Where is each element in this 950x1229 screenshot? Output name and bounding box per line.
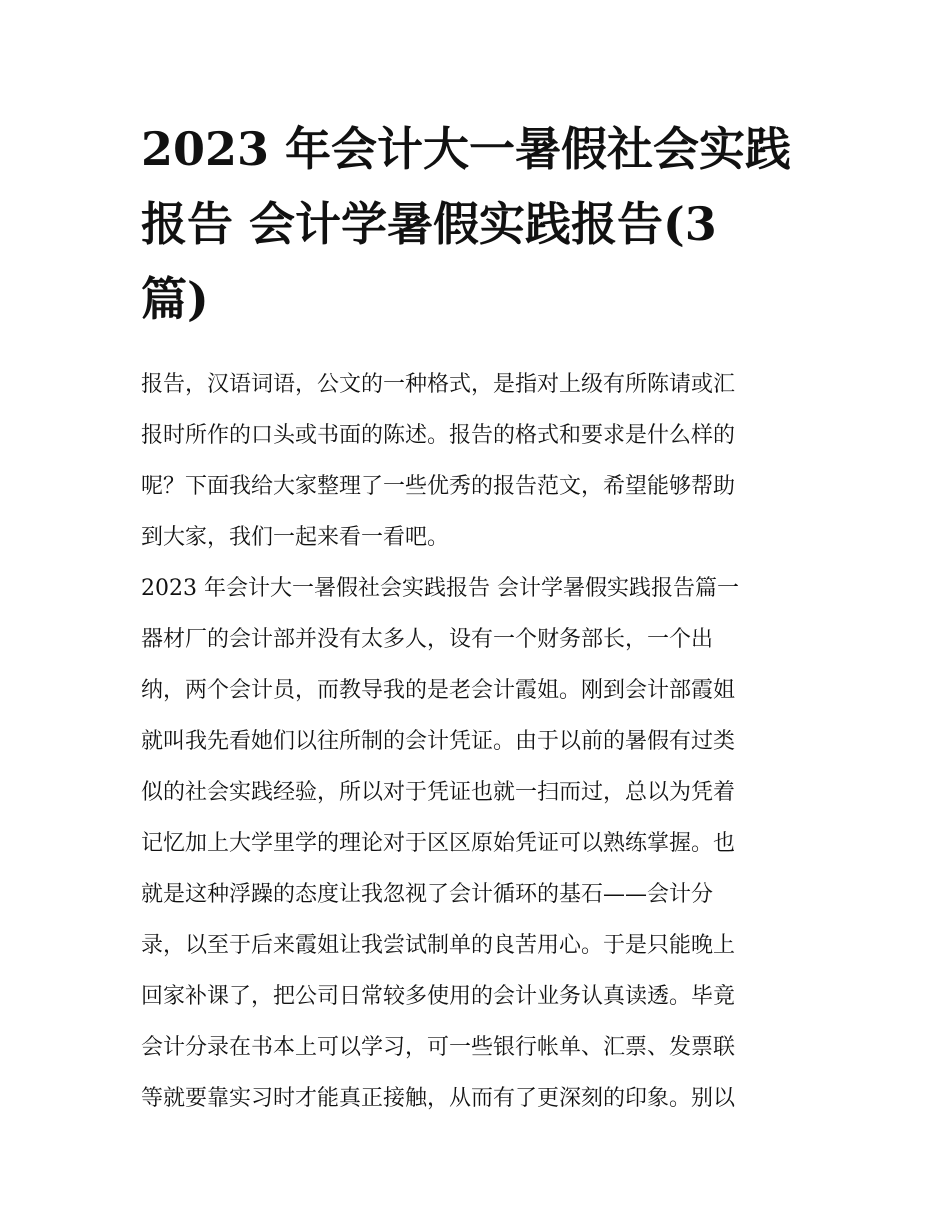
document-title	[141, 112, 811, 337]
text-line: 会计分录在书本上可以学习，可一些银行帐单、汇票、发票联	[141, 1035, 736, 1060]
text-line: 就是这种浮躁的态度让我忽视了会计循环的基石——会计分	[141, 882, 714, 907]
text-line: 呢？下面我给大家整理了一些优秀的报告范文，希望能够帮助	[141, 474, 736, 499]
text-line: 录，以至于后来霞姐让我尝试制单的良苦用心。于是只能晚上	[141, 933, 736, 958]
text-line: 报时所作的口头或书面的陈述。报告的格式和要求是什么样的	[141, 423, 736, 448]
text-line: 2023 年会计大一暑假社会实践报告 会计学暑假实践报告篇一	[141, 576, 739, 601]
text-line: 报告，汉语词语，公文的一种格式，是指对上级有所陈请或汇	[141, 372, 736, 397]
title-line: 2023 年会计大一暑假社会实践	[141, 122, 792, 176]
text-line: 等就要靠实习时才能真正接触，从而有了更深刻的印象。别以	[141, 1086, 736, 1111]
document-page	[141, 112, 811, 1124]
text-line: 回家补课了，把公司日常较多使用的会计业务认真读透。毕竟	[141, 984, 736, 1009]
title-line: 报告 会计学暑假实践报告(3	[141, 197, 717, 251]
body-paragraph	[141, 614, 811, 1124]
intro-paragraph	[141, 359, 811, 563]
text-line: 记忆加上大学里学的理论对于区区原始凭证可以熟练掌握。也	[141, 831, 736, 856]
document-body	[141, 359, 811, 1124]
text-line: 就叫我先看她们以往所制的会计凭证。由于以前的暑假有过类	[141, 729, 736, 754]
text-line: 纳，两个会计员，而教导我的是老会计霞姐。刚到会计部霞姐	[141, 678, 736, 703]
text-line: 似的社会实践经验，所以对于凭证也就一扫而过，总以为凭着	[141, 780, 736, 805]
section-heading	[141, 563, 811, 614]
title-line: 篇)	[141, 272, 209, 326]
text-line: 到大家，我们一起来看一看吧。	[141, 525, 450, 550]
text-line: 器材厂的会计部并没有太多人，设有一个财务部长，一个出	[141, 627, 714, 652]
